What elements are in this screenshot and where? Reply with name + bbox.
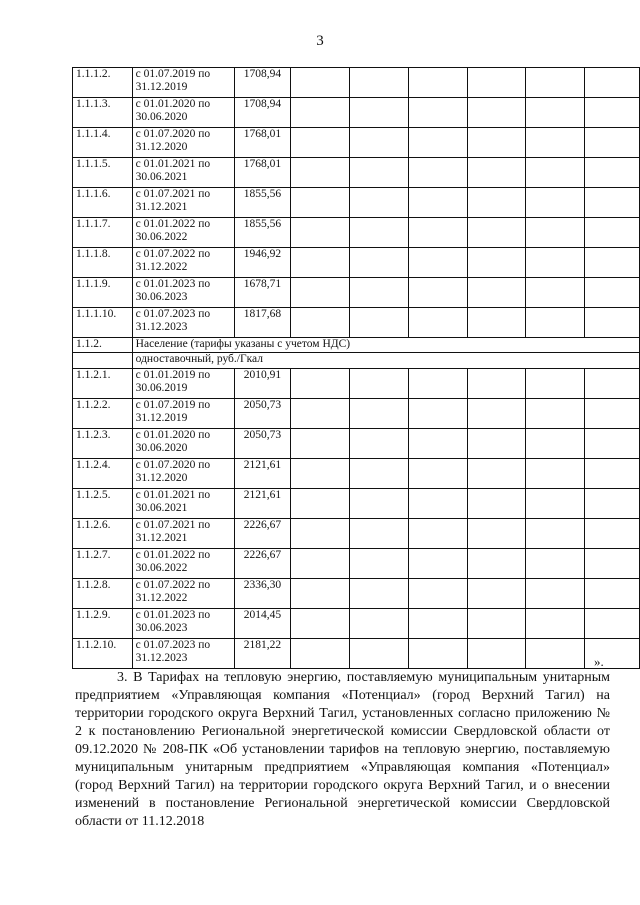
row-value: 2014,45 — [234, 609, 291, 639]
empty-cell — [291, 609, 350, 639]
empty-cell — [585, 549, 640, 579]
row-value: 2226,67 — [234, 519, 291, 549]
empty-cell — [408, 218, 467, 248]
row-value: 1708,94 — [234, 98, 291, 128]
empty-cell — [526, 489, 585, 519]
empty-cell — [350, 188, 409, 218]
empty-cell — [526, 639, 585, 669]
empty-cell — [408, 579, 467, 609]
table-row — [73, 248, 640, 278]
empty-cell — [467, 609, 526, 639]
section-code: 1.1.2. — [73, 338, 133, 353]
empty-cell — [467, 248, 526, 278]
empty-cell — [585, 188, 640, 218]
empty-cell — [467, 188, 526, 218]
empty-cell — [350, 549, 409, 579]
empty-cell — [467, 158, 526, 188]
empty-cell — [467, 98, 526, 128]
row-period: с 01.01.2021 по 30.06.2021 — [132, 158, 234, 188]
empty-cell — [526, 248, 585, 278]
row-value: 2181,22 — [234, 639, 291, 669]
empty-cell — [408, 609, 467, 639]
empty-cell — [526, 429, 585, 459]
empty-cell — [350, 519, 409, 549]
section-title: Население (тарифы указаны с учетом НДС) — [132, 338, 639, 353]
empty-cell — [408, 639, 467, 669]
empty-cell — [350, 98, 409, 128]
empty-cell — [585, 609, 640, 639]
empty-cell — [350, 429, 409, 459]
empty-cell — [585, 639, 640, 669]
empty-cell — [408, 158, 467, 188]
row-value: 1678,71 — [234, 278, 291, 308]
table-row — [73, 188, 640, 218]
empty-cell — [408, 248, 467, 278]
row-code: 1.1.2.6. — [73, 519, 133, 549]
empty-cell — [291, 218, 350, 248]
empty-cell — [408, 68, 467, 98]
body-paragraph: 3. В Тарифах на тепловую энергию, поставляемую муниципальным унитарным предприятием «Управляющая компания «Потенциал» (город Верхний Тагил) на территории городского округа Верхний Тагил, установленных согласно приложению № 2 к постановлению Региональной энергетической комиссии Свердловской области от 09.12.2020 № 208-ПК «Об установлении тарифов на тепловую энергию, поставляемую муниципальным унитарным предприятием «Управляющая компания «Потенциал» (город Верхний Тагил) на территории городского округа Верхний Тагил, и о внесении изменений в постановление Региональной энергетической комиссии Свердловской области от 11.12.2018 — [75, 670, 610, 829]
closing-quote: ». — [594, 654, 604, 669]
row-code: 1.1.2.5. — [73, 489, 133, 519]
row-period: с 01.07.2019 по 31.12.2019 — [132, 399, 234, 429]
empty-cell — [291, 549, 350, 579]
table-row — [73, 68, 640, 98]
row-code: 1.1.2.9. — [73, 609, 133, 639]
empty-cell — [585, 579, 640, 609]
empty-cell — [585, 218, 640, 248]
empty-cell — [585, 248, 640, 278]
empty-cell — [291, 68, 350, 98]
row-code: 1.1.1.4. — [73, 128, 133, 158]
table-row — [73, 399, 640, 429]
empty-cell — [585, 369, 640, 399]
empty-cell — [526, 218, 585, 248]
empty-cell — [291, 639, 350, 669]
empty-cell — [350, 639, 409, 669]
empty-cell — [350, 308, 409, 338]
empty-cell — [585, 278, 640, 308]
empty-cell — [526, 519, 585, 549]
empty-cell — [350, 68, 409, 98]
empty-cell — [408, 399, 467, 429]
empty-cell — [350, 128, 409, 158]
empty-cell — [585, 158, 640, 188]
empty-cell — [467, 579, 526, 609]
row-value: 1946,92 — [234, 248, 291, 278]
empty-cell — [467, 459, 526, 489]
empty-cell — [526, 609, 585, 639]
empty-cell — [408, 459, 467, 489]
tariff-table — [72, 67, 640, 669]
empty-cell — [467, 549, 526, 579]
empty-cell — [467, 218, 526, 248]
empty-cell — [585, 128, 640, 158]
empty-cell — [585, 98, 640, 128]
table-row — [73, 158, 640, 188]
row-code: 1.1.1.2. — [73, 68, 133, 98]
row-period: с 01.07.2022 по 31.12.2022 — [132, 248, 234, 278]
empty-cell — [526, 399, 585, 429]
empty-cell — [350, 399, 409, 429]
empty-cell — [467, 489, 526, 519]
empty-cell — [467, 308, 526, 338]
empty-cell — [526, 308, 585, 338]
table-row — [73, 459, 640, 489]
table-row — [73, 609, 640, 639]
empty-cell — [291, 248, 350, 278]
empty-cell — [291, 459, 350, 489]
table-row — [73, 218, 640, 248]
empty-cell — [408, 98, 467, 128]
empty-cell — [350, 489, 409, 519]
row-code: 1.1.1.8. — [73, 248, 133, 278]
empty-cell — [408, 128, 467, 158]
empty-cell — [350, 459, 409, 489]
empty-cell — [585, 519, 640, 549]
empty-cell — [291, 399, 350, 429]
row-period: с 01.01.2022 по 30.06.2022 — [132, 218, 234, 248]
row-period: с 01.07.2021 по 31.12.2021 — [132, 519, 234, 549]
empty-cell — [585, 308, 640, 338]
empty-cell — [585, 459, 640, 489]
empty-cell — [526, 188, 585, 218]
row-code: 1.1.2.2. — [73, 399, 133, 429]
row-value: 2121,61 — [234, 459, 291, 489]
row-value: 2050,73 — [234, 399, 291, 429]
section-subtitle-row — [73, 353, 640, 369]
row-period: с 01.01.2023 по 30.06.2023 — [132, 609, 234, 639]
row-value: 1855,56 — [234, 218, 291, 248]
row-period: с 01.01.2021 по 30.06.2021 — [132, 489, 234, 519]
empty-cell — [526, 278, 585, 308]
empty-cell — [350, 278, 409, 308]
empty-cell — [408, 489, 467, 519]
empty-cell — [291, 158, 350, 188]
empty-cell — [526, 158, 585, 188]
row-period: с 01.07.2020 по 31.12.2020 — [132, 459, 234, 489]
row-code: 1.1.2.3. — [73, 429, 133, 459]
empty-cell — [526, 459, 585, 489]
empty-cell — [526, 128, 585, 158]
empty-cell — [350, 218, 409, 248]
empty-cell — [291, 489, 350, 519]
row-period: с 01.07.2021 по 31.12.2021 — [132, 188, 234, 218]
empty-cell — [291, 308, 350, 338]
row-value: 2121,61 — [234, 489, 291, 519]
empty-cell — [585, 399, 640, 429]
empty-cell — [291, 278, 350, 308]
row-value: 1768,01 — [234, 158, 291, 188]
empty-cell — [350, 369, 409, 399]
row-period: с 01.07.2019 по 31.12.2019 — [132, 68, 234, 98]
row-code: 1.1.1.10. — [73, 308, 133, 338]
row-period: с 01.07.2022 по 31.12.2022 — [132, 579, 234, 609]
empty-cell — [467, 68, 526, 98]
empty-cell — [350, 609, 409, 639]
empty-cell — [291, 188, 350, 218]
empty-cell — [350, 579, 409, 609]
table-row — [73, 519, 640, 549]
table-row — [73, 489, 640, 519]
row-code: 1.1.1.6. — [73, 188, 133, 218]
empty-cell — [291, 128, 350, 158]
empty-cell — [526, 369, 585, 399]
table-row — [73, 549, 640, 579]
table-row — [73, 308, 640, 338]
empty-cell — [585, 68, 640, 98]
empty-cell — [467, 369, 526, 399]
table-row — [73, 429, 640, 459]
empty-cell — [526, 549, 585, 579]
empty-cell — [291, 369, 350, 399]
section-subtitle: одноставочный, руб./Гкал — [132, 353, 639, 369]
empty-cell — [291, 579, 350, 609]
empty-cell — [291, 98, 350, 128]
empty-cell — [408, 278, 467, 308]
row-code: 1.1.2.4. — [73, 459, 133, 489]
table-row — [73, 369, 640, 399]
row-code: 1.1.1.5. — [73, 158, 133, 188]
row-code: 1.1.1.7. — [73, 218, 133, 248]
row-period: с 01.07.2020 по 31.12.2020 — [132, 128, 234, 158]
empty-cell — [467, 639, 526, 669]
empty-cell — [526, 98, 585, 128]
empty-cell — [408, 369, 467, 399]
empty-cell — [350, 248, 409, 278]
row-code: 1.1.2.10. — [73, 639, 133, 669]
row-period: с 01.01.2020 по 30.06.2020 — [132, 98, 234, 128]
table-row — [73, 639, 640, 669]
empty-cell — [408, 519, 467, 549]
table-row — [73, 579, 640, 609]
empty-cell — [350, 158, 409, 188]
empty-cell — [408, 429, 467, 459]
table-row — [73, 278, 640, 308]
row-period: с 01.07.2023 по 31.12.2023 — [132, 308, 234, 338]
row-value: 2336,30 — [234, 579, 291, 609]
row-value: 1708,94 — [234, 68, 291, 98]
row-code: 1.1.2.8. — [73, 579, 133, 609]
empty-cell — [73, 353, 133, 369]
section-row — [73, 338, 640, 353]
row-value: 2226,67 — [234, 549, 291, 579]
row-value: 1855,56 — [234, 188, 291, 218]
row-code: 1.1.2.1. — [73, 369, 133, 399]
empty-cell — [291, 519, 350, 549]
empty-cell — [467, 128, 526, 158]
empty-cell — [467, 278, 526, 308]
row-period: с 01.01.2022 по 30.06.2022 — [132, 549, 234, 579]
row-code: 1.1.1.9. — [73, 278, 133, 308]
empty-cell — [585, 429, 640, 459]
table-row — [73, 98, 640, 128]
row-value: 1768,01 — [234, 128, 291, 158]
row-value: 2010,91 — [234, 369, 291, 399]
empty-cell — [467, 519, 526, 549]
empty-cell — [408, 188, 467, 218]
row-code: 1.1.2.7. — [73, 549, 133, 579]
row-value: 1817,68 — [234, 308, 291, 338]
empty-cell — [467, 429, 526, 459]
empty-cell — [526, 579, 585, 609]
row-period: с 01.01.2023 по 30.06.2023 — [132, 278, 234, 308]
row-code: 1.1.1.3. — [73, 98, 133, 128]
row-period: с 01.01.2020 по 30.06.2020 — [132, 429, 234, 459]
empty-cell — [526, 68, 585, 98]
row-period: с 01.07.2023 по 31.12.2023 — [132, 639, 234, 669]
row-value: 2050,73 — [234, 429, 291, 459]
empty-cell — [467, 399, 526, 429]
row-period: с 01.01.2019 по 30.06.2019 — [132, 369, 234, 399]
empty-cell — [408, 308, 467, 338]
empty-cell — [408, 549, 467, 579]
empty-cell — [291, 429, 350, 459]
table-row — [73, 128, 640, 158]
page-number: 3 — [316, 33, 324, 49]
empty-cell — [585, 489, 640, 519]
